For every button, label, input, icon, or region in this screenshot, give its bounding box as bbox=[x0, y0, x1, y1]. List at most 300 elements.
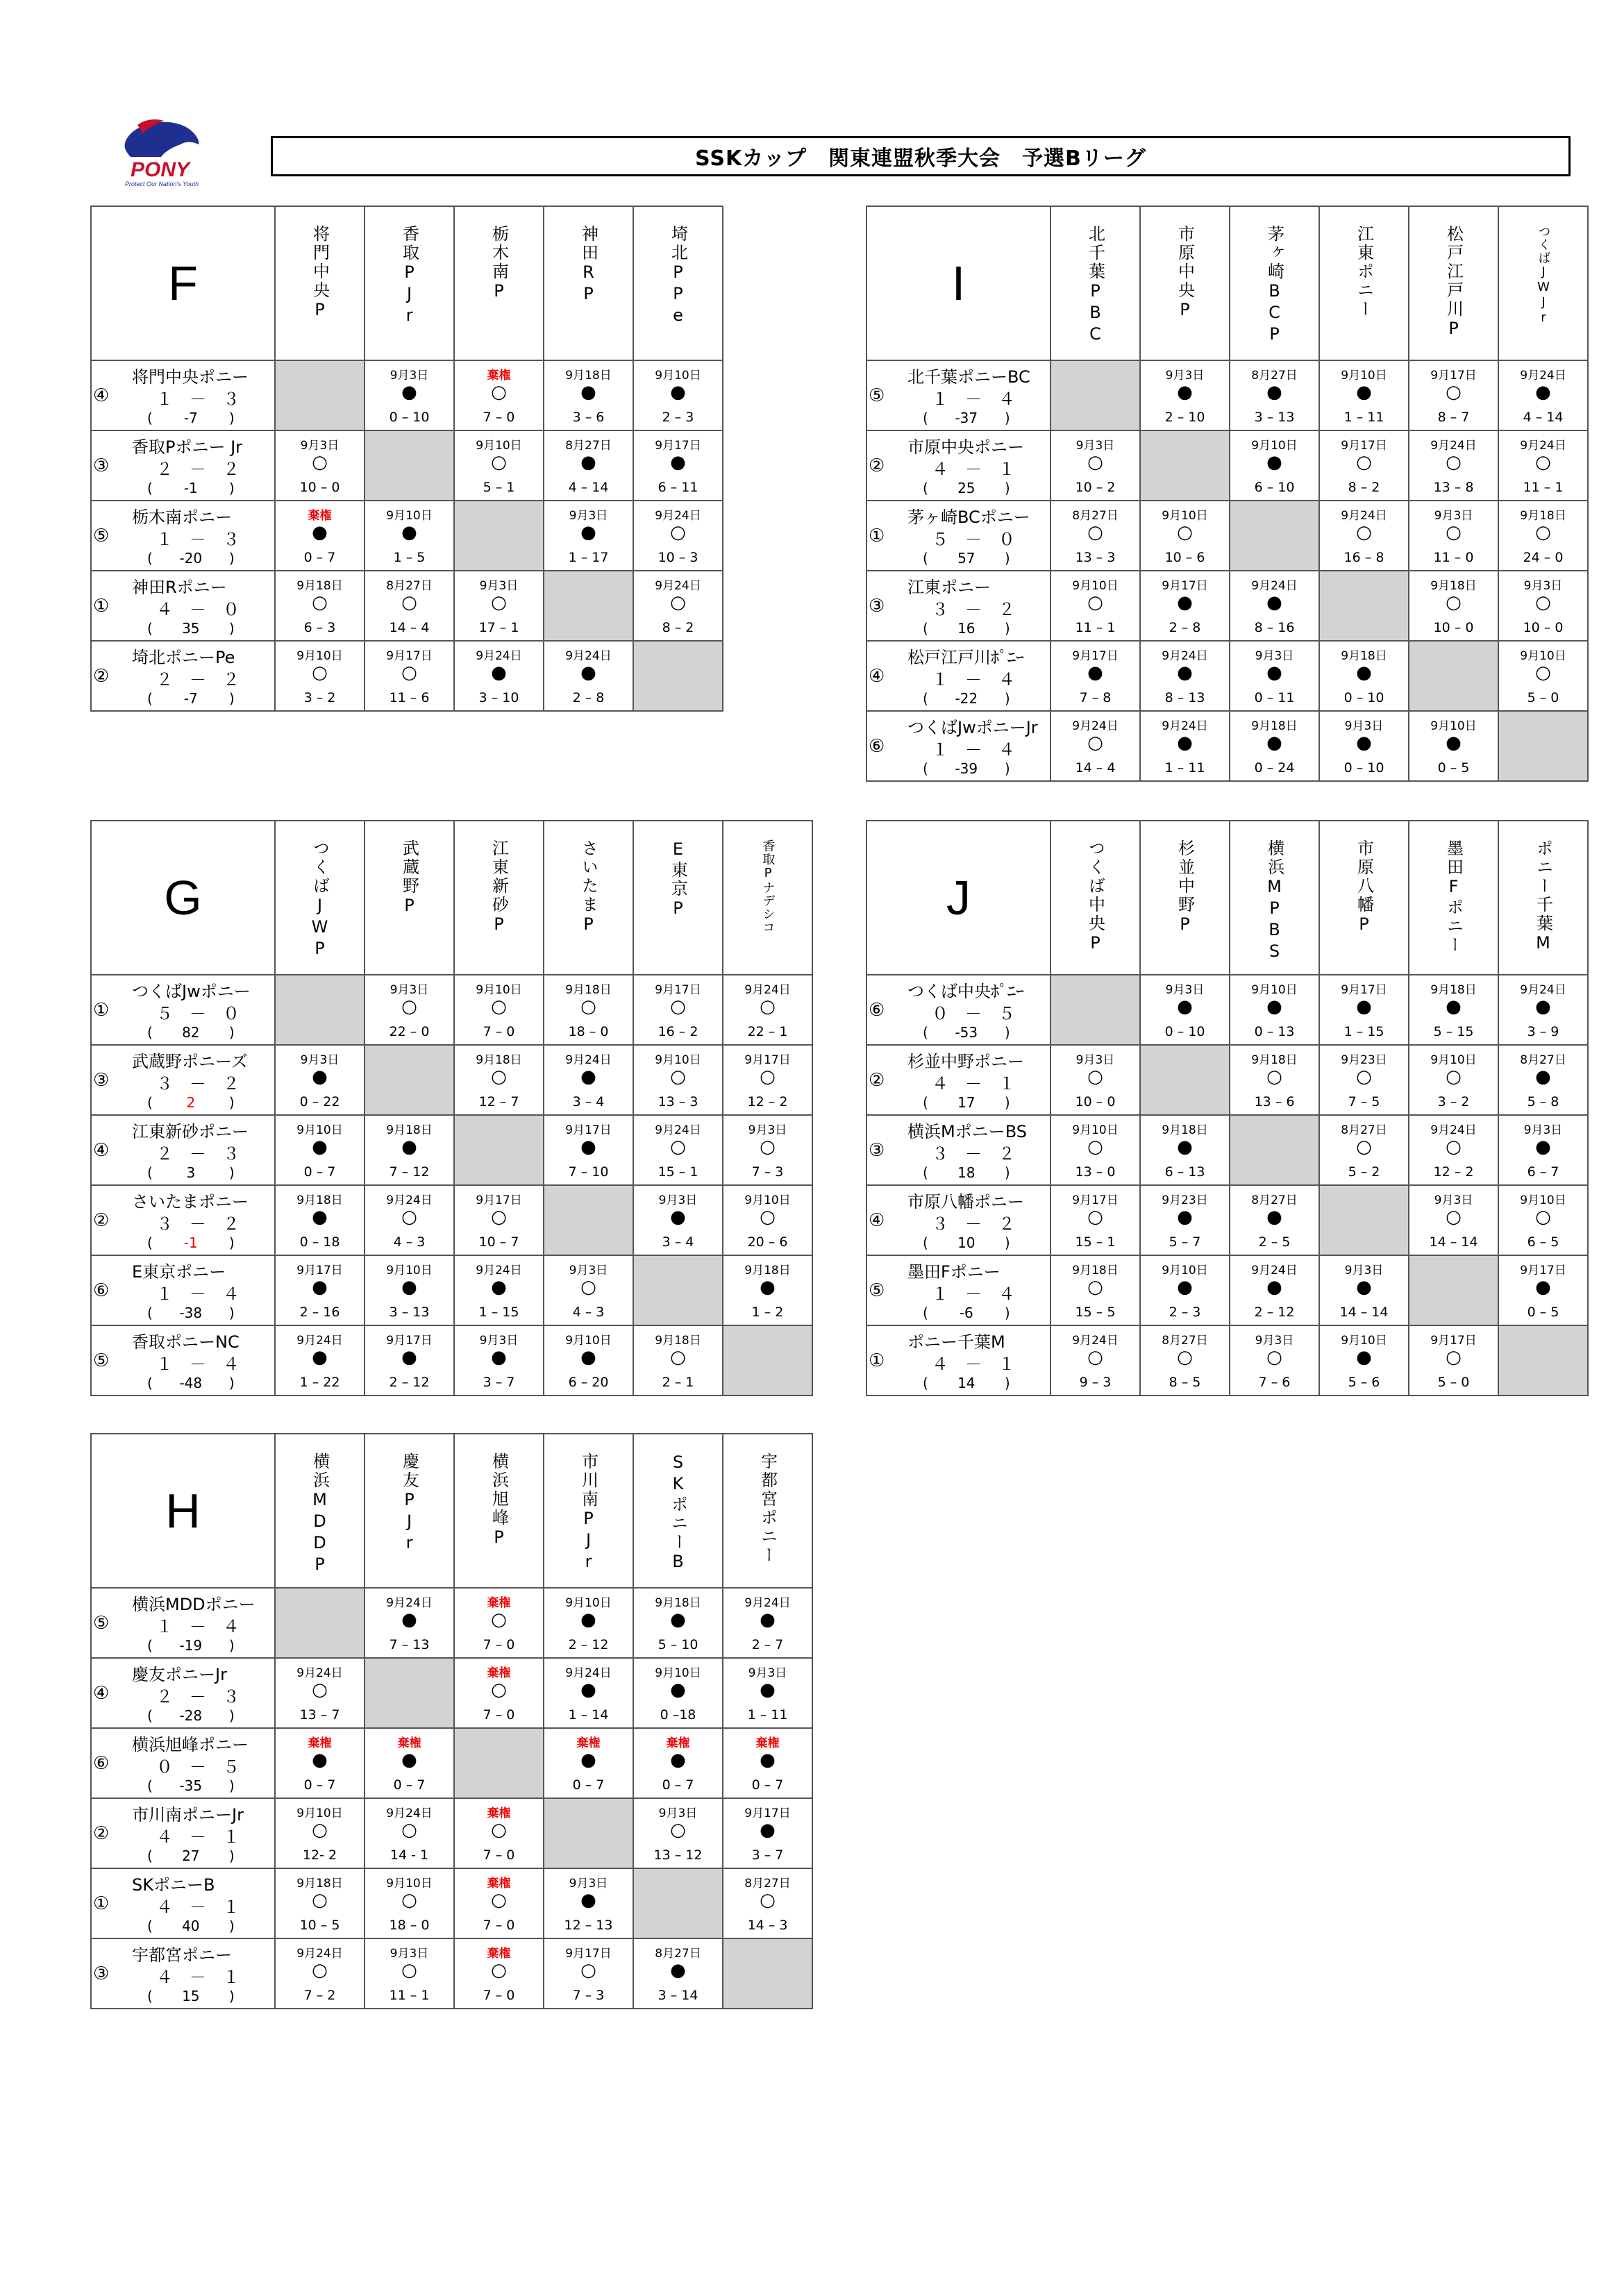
win-mark-icon: ○ bbox=[491, 452, 507, 473]
win-mark-icon: ○ bbox=[1446, 1066, 1462, 1087]
loss-mark-icon: ● bbox=[401, 1347, 417, 1368]
match-score: 5 – 0 bbox=[1437, 1375, 1470, 1390]
match-cell bbox=[1409, 571, 1498, 641]
match-cell bbox=[275, 501, 365, 571]
column-header bbox=[544, 1434, 633, 1588]
self-match-cell bbox=[633, 1868, 723, 1938]
column-header bbox=[275, 821, 365, 975]
column-header bbox=[365, 1434, 454, 1588]
paren-close: ) bbox=[228, 1094, 235, 1111]
paren-open: ( bbox=[923, 1164, 928, 1181]
match-score: 13 – 8 bbox=[1433, 480, 1474, 495]
match-cell bbox=[454, 360, 544, 430]
match-score: 7 – 5 bbox=[1348, 1094, 1380, 1109]
paren-close: ) bbox=[1004, 620, 1010, 637]
match-date: 9月10日 bbox=[1430, 719, 1477, 733]
match-score: 5 – 6 bbox=[1348, 1375, 1380, 1390]
win-mark-icon: ○ bbox=[1087, 592, 1103, 613]
match-cell bbox=[275, 1938, 365, 2009]
match-date: 9月3日 bbox=[748, 1666, 787, 1680]
win-mark-icon: ○ bbox=[1446, 1137, 1462, 1157]
match-score: 4 – 3 bbox=[572, 1305, 605, 1320]
paren-close: ) bbox=[228, 410, 235, 426]
match-score: 6 – 13 bbox=[1164, 1164, 1205, 1180]
match-score: 1 – 17 bbox=[568, 550, 609, 565]
win-mark-icon: ○ bbox=[1535, 522, 1551, 543]
win-mark-icon: ○ bbox=[580, 1960, 596, 1981]
loss-mark-icon: ● bbox=[1446, 732, 1462, 753]
match-date: 棄権 bbox=[487, 1877, 511, 1891]
run-differential-value: 25 bbox=[957, 480, 976, 496]
run-differential-value: -1 bbox=[183, 1234, 198, 1251]
win-mark-icon: ○ bbox=[312, 1890, 328, 1911]
match-date: 9月18日 bbox=[296, 1193, 343, 1207]
match-date: 9月18日 bbox=[1162, 1123, 1208, 1137]
team-row bbox=[867, 1255, 1588, 1325]
match-cell bbox=[275, 1728, 365, 1798]
team-cell bbox=[91, 501, 275, 571]
match-score: 0 – 5 bbox=[1527, 1305, 1559, 1320]
match-date: 9月3日 bbox=[300, 1053, 340, 1067]
match-score: 8 – 2 bbox=[662, 620, 694, 635]
match-cell bbox=[544, 360, 633, 430]
column-header bbox=[633, 1434, 723, 1588]
loss-mark-icon: ● bbox=[312, 1347, 328, 1368]
team-row bbox=[91, 1115, 812, 1185]
match-date: 9月17日 bbox=[296, 1264, 343, 1277]
team-record: ３ － ２ bbox=[156, 1074, 240, 1093]
match-score: 10 – 2 bbox=[1075, 480, 1116, 495]
match-cell bbox=[633, 360, 723, 430]
match-cell bbox=[544, 1868, 633, 1938]
paren-close: ) bbox=[1004, 1234, 1010, 1251]
paren-open: ( bbox=[147, 1707, 153, 1724]
run-differential bbox=[147, 480, 279, 496]
paren-close: ) bbox=[1004, 1375, 1010, 1391]
self-match-cell bbox=[1050, 975, 1140, 1045]
win-mark-icon: ○ bbox=[401, 592, 417, 613]
team-rank: ① bbox=[93, 999, 110, 1021]
team-rank: ② bbox=[93, 1209, 110, 1231]
match-score: 13 – 6 bbox=[1254, 1094, 1295, 1109]
match-date: 9月18日 bbox=[655, 1334, 701, 1348]
team-record: １ － ４ bbox=[156, 1617, 240, 1636]
match-cell bbox=[365, 1185, 454, 1255]
match-cell bbox=[1409, 1045, 1498, 1115]
loss-mark-icon: ● bbox=[1535, 1137, 1551, 1157]
run-differential bbox=[923, 690, 1055, 707]
league-letter: G bbox=[91, 821, 275, 975]
match-score: 7 – 3 bbox=[751, 1164, 784, 1180]
run-differential-value: 10 bbox=[957, 1234, 976, 1251]
match-cell bbox=[454, 1045, 544, 1115]
match-cell bbox=[1230, 641, 1319, 711]
run-differential bbox=[147, 620, 279, 637]
self-match-cell bbox=[365, 430, 454, 501]
column-header-label: 横浜MDDP bbox=[310, 1452, 330, 1576]
match-score: 2 – 3 bbox=[1169, 1305, 1201, 1320]
match-date: 9月10日 bbox=[1251, 983, 1298, 997]
win-mark-icon: ○ bbox=[491, 1820, 507, 1841]
column-header-label: 茅ヶ崎BCP bbox=[1264, 225, 1284, 346]
paren-close: ) bbox=[228, 1164, 235, 1181]
team-cell bbox=[91, 975, 275, 1045]
team-record: １ － ３ bbox=[156, 389, 240, 409]
match-score: 1 – 14 bbox=[568, 1707, 609, 1723]
match-cell bbox=[1498, 1115, 1588, 1185]
team-row bbox=[867, 1045, 1588, 1115]
win-mark-icon: ○ bbox=[760, 1207, 776, 1227]
team-rank: ④ bbox=[869, 665, 885, 687]
team-record: １ － ４ bbox=[156, 1284, 240, 1304]
team-row bbox=[867, 975, 1588, 1045]
team-cell bbox=[91, 571, 275, 641]
paren-open: ( bbox=[147, 1847, 153, 1864]
win-mark-icon: ○ bbox=[1087, 522, 1103, 543]
match-score: 14 – 14 bbox=[1339, 1305, 1389, 1320]
run-differential bbox=[923, 760, 1055, 777]
match-date: 8月27日 bbox=[1072, 509, 1119, 523]
self-match-cell bbox=[454, 501, 544, 571]
paren-open: ( bbox=[923, 1094, 928, 1111]
team-record: ４ － １ bbox=[932, 1074, 1015, 1093]
match-cell bbox=[275, 1185, 365, 1255]
team-rank: ⑤ bbox=[93, 1612, 110, 1634]
team-record: ４ － １ bbox=[932, 460, 1015, 479]
run-differential bbox=[147, 550, 279, 567]
run-differential bbox=[147, 410, 279, 426]
match-cell bbox=[633, 1185, 723, 1255]
loss-mark-icon: ● bbox=[670, 382, 686, 403]
self-match-cell bbox=[1319, 571, 1409, 641]
column-header-label: 香取PJr bbox=[399, 225, 419, 327]
team-rank: ⑤ bbox=[869, 1280, 885, 1301]
loss-mark-icon: ● bbox=[1266, 452, 1282, 473]
self-match-cell bbox=[544, 571, 633, 641]
match-date: 棄権 bbox=[487, 1807, 511, 1820]
loss-mark-icon: ● bbox=[670, 1609, 686, 1630]
column-header bbox=[275, 1434, 365, 1588]
loss-mark-icon: ● bbox=[1177, 662, 1193, 683]
match-date: 9月17日 bbox=[744, 1053, 791, 1067]
match-date: 9月3日 bbox=[1434, 509, 1473, 523]
win-mark-icon: ○ bbox=[760, 1890, 776, 1911]
match-cell bbox=[1230, 1185, 1319, 1255]
win-mark-icon: ○ bbox=[580, 996, 596, 1017]
match-score: 7 – 0 bbox=[483, 1707, 515, 1723]
match-cell bbox=[633, 1115, 723, 1185]
match-cell bbox=[723, 975, 812, 1045]
run-differential bbox=[923, 1375, 1055, 1391]
column-header-label: つくばJWJr bbox=[1536, 225, 1551, 326]
loss-mark-icon: ● bbox=[760, 1277, 776, 1298]
match-date: 9月24日 bbox=[1251, 579, 1298, 593]
match-score: 0 –18 bbox=[660, 1707, 696, 1723]
match-score: 7 – 6 bbox=[1258, 1375, 1291, 1390]
match-score: 15 – 1 bbox=[1075, 1234, 1116, 1250]
team-row bbox=[91, 1255, 812, 1325]
win-mark-icon: ○ bbox=[1177, 522, 1193, 543]
match-cell bbox=[365, 1588, 454, 1658]
team-cell bbox=[867, 571, 1050, 641]
match-cell bbox=[1319, 430, 1409, 501]
match-cell bbox=[1140, 711, 1230, 781]
win-mark-icon: ○ bbox=[401, 1820, 417, 1841]
match-score: 5 – 8 bbox=[1527, 1094, 1559, 1109]
run-differential-value: -19 bbox=[179, 1637, 203, 1654]
team-record: ３ － ２ bbox=[932, 1214, 1015, 1234]
win-mark-icon: ○ bbox=[312, 662, 328, 683]
match-cell bbox=[365, 1798, 454, 1868]
win-mark-icon: ○ bbox=[670, 592, 686, 613]
team-rank: ④ bbox=[93, 1682, 110, 1704]
match-score: 3 – 10 bbox=[478, 690, 519, 705]
match-cell bbox=[1498, 1185, 1588, 1255]
team-name: 杉並中野ポニー bbox=[907, 1052, 1024, 1071]
match-cell bbox=[544, 501, 633, 571]
win-mark-icon: ○ bbox=[1087, 1066, 1103, 1087]
win-mark-icon: ○ bbox=[670, 1347, 686, 1368]
loss-mark-icon: ● bbox=[1177, 382, 1193, 403]
match-score: 7 – 13 bbox=[389, 1637, 430, 1652]
team-name: 市川南ポニーJr bbox=[132, 1805, 244, 1825]
match-date: 9月3日 bbox=[479, 1334, 519, 1348]
column-header-label: 市原中央P bbox=[1175, 225, 1195, 321]
match-cell bbox=[365, 1115, 454, 1185]
win-mark-icon: ○ bbox=[760, 1066, 776, 1087]
match-cell bbox=[1319, 360, 1409, 430]
self-match-cell bbox=[544, 1798, 633, 1868]
match-cell bbox=[275, 1255, 365, 1325]
match-date: 9月10日 bbox=[1430, 1053, 1477, 1067]
match-cell bbox=[275, 1045, 365, 1115]
paren-close: ) bbox=[228, 1375, 235, 1391]
match-date: 9月18日 bbox=[1520, 509, 1566, 523]
loss-mark-icon: ● bbox=[580, 662, 596, 683]
league-table-g bbox=[90, 820, 813, 1396]
win-mark-icon: ○ bbox=[312, 452, 328, 473]
match-date: 9月18日 bbox=[476, 1053, 522, 1067]
match-cell bbox=[1319, 975, 1409, 1045]
match-date: 9月17日 bbox=[386, 649, 433, 663]
match-cell bbox=[1319, 641, 1409, 711]
loss-mark-icon: ● bbox=[1087, 662, 1103, 683]
team-rank: ④ bbox=[869, 1209, 885, 1231]
loss-mark-icon: ● bbox=[312, 1750, 328, 1770]
paren-open: ( bbox=[147, 1918, 153, 1934]
match-score: 3 – 2 bbox=[1437, 1094, 1470, 1109]
match-cell bbox=[275, 1115, 365, 1185]
match-score: 0 – 10 bbox=[1164, 1024, 1205, 1039]
team-record: ４ － ０ bbox=[156, 600, 240, 619]
run-differential bbox=[147, 1094, 279, 1111]
loss-mark-icon: ● bbox=[760, 1820, 776, 1841]
paren-close: ) bbox=[1004, 1094, 1010, 1111]
column-header-label: 市川南PJr bbox=[578, 1452, 598, 1573]
match-date: 9月18日 bbox=[1251, 1053, 1298, 1067]
paren-close: ) bbox=[228, 690, 235, 707]
team-rank: ④ bbox=[93, 1139, 110, 1161]
win-mark-icon: ○ bbox=[491, 382, 507, 403]
match-score: 7 – 12 bbox=[389, 1164, 430, 1180]
column-header bbox=[1319, 821, 1409, 975]
match-date: 8月27日 bbox=[565, 439, 612, 453]
loss-mark-icon: ● bbox=[580, 1137, 596, 1157]
self-match-cell bbox=[275, 360, 365, 430]
match-cell bbox=[544, 1325, 633, 1396]
paren-close: ) bbox=[228, 1637, 235, 1654]
league-table-j bbox=[866, 820, 1589, 1396]
match-date: 9月24日 bbox=[1162, 649, 1208, 663]
match-score: 2 – 8 bbox=[572, 690, 605, 705]
match-score: 12 – 2 bbox=[1433, 1164, 1474, 1180]
match-date: 9月18日 bbox=[386, 1123, 433, 1137]
match-cell bbox=[1319, 1325, 1409, 1396]
loss-mark-icon: ● bbox=[670, 452, 686, 473]
match-date: 9月18日 bbox=[1430, 579, 1477, 593]
win-mark-icon: ○ bbox=[1446, 1207, 1462, 1227]
match-cell bbox=[454, 1255, 544, 1325]
column-header-label: 宇都宮ポニー bbox=[757, 1452, 778, 1565]
team-record: ３ － ２ bbox=[932, 1144, 1015, 1164]
team-cell bbox=[867, 501, 1050, 571]
match-score: 8 – 13 bbox=[1164, 690, 1205, 705]
match-date: 9月3日 bbox=[390, 983, 429, 997]
team-row bbox=[867, 641, 1588, 711]
team-rank: ⑥ bbox=[869, 999, 885, 1021]
match-date: 9月24日 bbox=[565, 1666, 612, 1680]
match-date: 9月10日 bbox=[1251, 439, 1298, 453]
match-date: 8月27日 bbox=[1251, 369, 1298, 383]
match-cell bbox=[454, 571, 544, 641]
loss-mark-icon: ● bbox=[580, 452, 596, 473]
win-mark-icon: ○ bbox=[491, 996, 507, 1017]
match-score: 8 – 7 bbox=[1437, 410, 1470, 425]
league-letter: J bbox=[867, 821, 1050, 975]
run-differential bbox=[923, 1164, 1055, 1181]
match-date: 9月10日 bbox=[655, 369, 701, 383]
match-cell bbox=[723, 1658, 812, 1728]
win-mark-icon: ○ bbox=[1266, 1066, 1282, 1087]
team-rank: ⑤ bbox=[93, 1350, 110, 1371]
column-header bbox=[1409, 821, 1498, 975]
win-mark-icon: ○ bbox=[580, 1277, 596, 1298]
match-cell bbox=[633, 430, 723, 501]
match-cell bbox=[365, 1255, 454, 1325]
match-date: 9月3日 bbox=[300, 439, 340, 453]
column-header bbox=[1050, 206, 1140, 360]
match-cell bbox=[365, 501, 454, 571]
column-header-label: つくばJWP bbox=[310, 839, 330, 960]
column-header bbox=[1140, 206, 1230, 360]
run-differential bbox=[147, 1024, 279, 1041]
league-table-h bbox=[90, 1433, 813, 2009]
column-header bbox=[1230, 821, 1319, 975]
match-date: 8月27日 bbox=[655, 1947, 701, 1961]
match-date: 9月24日 bbox=[296, 1947, 343, 1961]
match-cell bbox=[1409, 430, 1498, 501]
match-date: 9月17日 bbox=[1520, 1264, 1566, 1277]
match-date: 9月3日 bbox=[1523, 1123, 1563, 1137]
loss-mark-icon: ● bbox=[1266, 732, 1282, 753]
win-mark-icon: ○ bbox=[1446, 382, 1462, 403]
match-score: 11 – 1 bbox=[389, 1988, 430, 2003]
match-cell bbox=[1050, 641, 1140, 711]
run-differential-value: 16 bbox=[957, 620, 976, 637]
column-header-label: 市原八幡P bbox=[1354, 839, 1374, 936]
team-record: １ － ４ bbox=[932, 1284, 1015, 1304]
column-header-label: 横浜旭峰P bbox=[489, 1452, 509, 1549]
loss-mark-icon: ● bbox=[1177, 1137, 1193, 1157]
column-header bbox=[633, 206, 723, 360]
match-cell bbox=[1050, 1115, 1140, 1185]
team-row bbox=[91, 1658, 812, 1728]
win-mark-icon: ○ bbox=[491, 1207, 507, 1227]
match-score: 6 – 5 bbox=[1527, 1234, 1559, 1250]
team-name: 将門中央ポニー bbox=[132, 367, 249, 387]
column-header-label: E東京P bbox=[668, 839, 688, 920]
run-differential-value: -20 bbox=[179, 550, 203, 567]
match-score: 2 – 8 bbox=[1169, 620, 1201, 635]
match-date: 9月10日 bbox=[386, 1877, 433, 1891]
match-cell bbox=[544, 641, 633, 711]
team-cell bbox=[867, 360, 1050, 430]
match-date: 9月18日 bbox=[296, 579, 343, 593]
match-cell bbox=[1140, 641, 1230, 711]
match-date: 9月23日 bbox=[1341, 1053, 1387, 1067]
match-score: 8 – 2 bbox=[1348, 480, 1380, 495]
column-header bbox=[1140, 821, 1230, 975]
paren-open: ( bbox=[147, 1234, 153, 1251]
win-mark-icon: ○ bbox=[1446, 522, 1462, 543]
loss-mark-icon: ● bbox=[1356, 382, 1372, 403]
win-mark-icon: ○ bbox=[491, 1890, 507, 1911]
match-date: 9月17日 bbox=[1341, 439, 1387, 453]
paren-close: ) bbox=[1004, 410, 1010, 426]
paren-open: ( bbox=[923, 760, 928, 777]
match-date: 9月3日 bbox=[1344, 719, 1384, 733]
match-score: 0 – 7 bbox=[303, 1164, 336, 1180]
column-header-label: SKポニーB bbox=[668, 1452, 688, 1573]
column-header bbox=[365, 206, 454, 360]
match-cell bbox=[544, 1045, 633, 1115]
match-date: 9月24日 bbox=[1251, 1264, 1298, 1277]
match-cell bbox=[723, 1115, 812, 1185]
paren-close: ) bbox=[228, 1918, 235, 1934]
match-score: 7 – 0 bbox=[483, 410, 515, 425]
team-name: 宇都宮ポニー bbox=[132, 1945, 232, 1965]
match-date: 9月18日 bbox=[1072, 1264, 1119, 1277]
win-mark-icon: ○ bbox=[401, 662, 417, 683]
team-cell bbox=[91, 1728, 275, 1798]
team-record: １ － ４ bbox=[156, 1355, 240, 1374]
match-cell bbox=[1050, 501, 1140, 571]
team-record: ２ － ３ bbox=[156, 1687, 240, 1707]
match-score: 5 – 0 bbox=[1527, 690, 1559, 705]
team-rank: ① bbox=[869, 525, 885, 546]
column-header bbox=[1409, 206, 1498, 360]
match-cell bbox=[365, 641, 454, 711]
run-differential-value: -1 bbox=[183, 480, 198, 496]
win-mark-icon: ○ bbox=[1535, 592, 1551, 613]
team-record: ３ － ２ bbox=[156, 1214, 240, 1234]
team-rank: ① bbox=[93, 1893, 110, 1914]
match-date: 8月27日 bbox=[1341, 1123, 1387, 1137]
run-differential bbox=[923, 620, 1055, 637]
paren-close: ) bbox=[228, 1234, 235, 1251]
loss-mark-icon: ● bbox=[1177, 1207, 1193, 1227]
match-date: 9月3日 bbox=[658, 1807, 698, 1820]
